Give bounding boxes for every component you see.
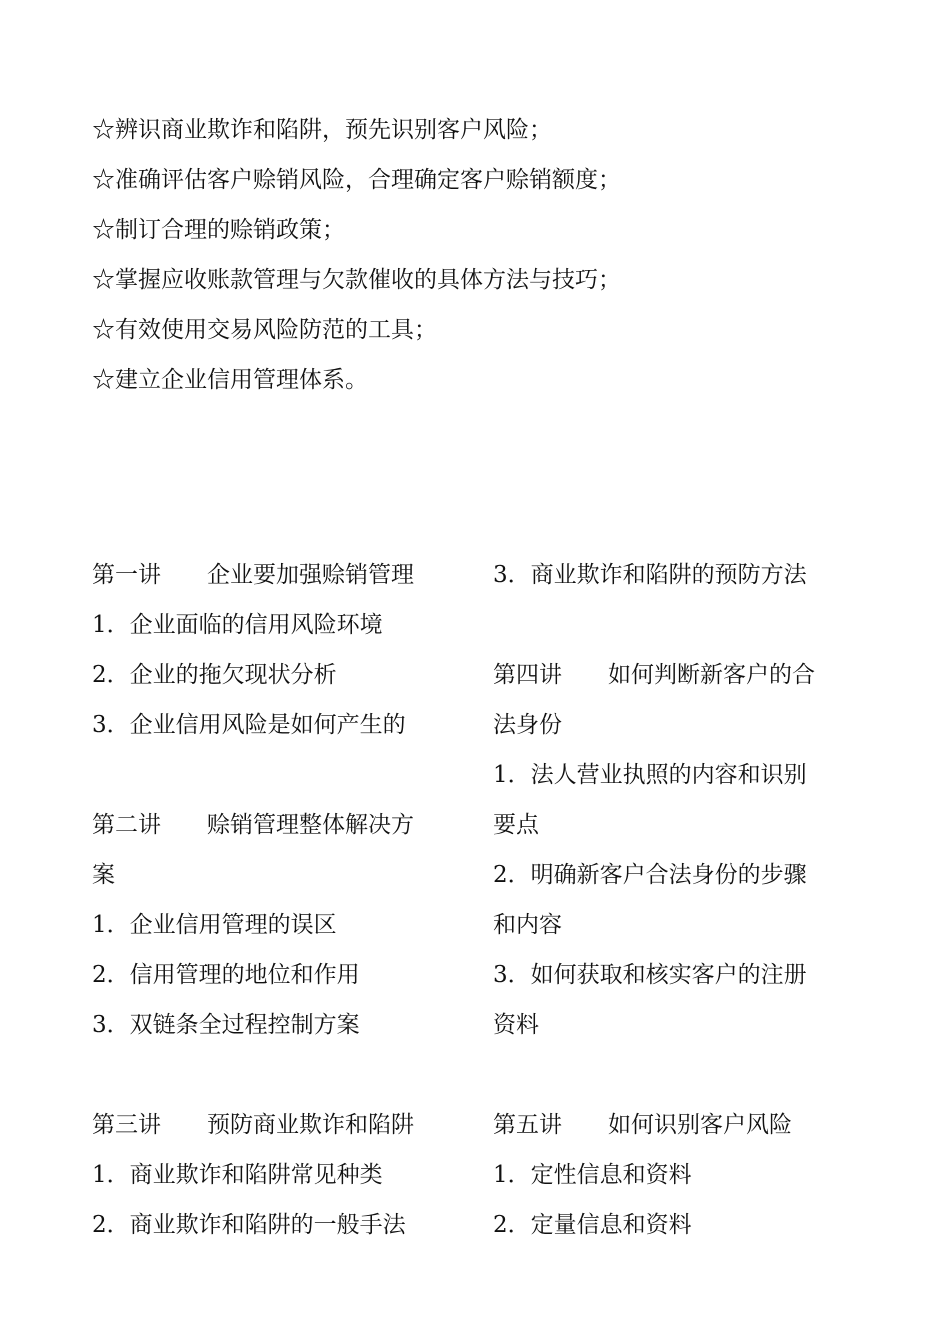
lecture-item: 2．信用管理的地位和作用	[92, 962, 360, 988]
lecture-heading	[92, 550, 452, 600]
spacer	[493, 600, 853, 650]
lecture-number: 第二讲	[92, 812, 161, 838]
lecture-item: 1．企业面临的信用风险环境	[92, 612, 383, 638]
lecture-item: 3．双链条全过程控制方案	[92, 1012, 360, 1038]
spacer	[92, 750, 452, 800]
lecture-number: 第五讲	[493, 1112, 562, 1138]
objectives-list	[92, 105, 872, 405]
spacer	[92, 1050, 452, 1100]
lecture-item: 1．商业欺诈和陷阱常见种类	[92, 1162, 383, 1188]
lecture-heading	[493, 650, 853, 700]
lecture-heading	[92, 800, 452, 850]
lecture-title: 如何识别客户风险	[608, 1112, 792, 1138]
lecture-heading	[92, 1100, 452, 1150]
lecture-title-continued: 案	[92, 862, 115, 888]
lecture-item: 1．定性信息和资料	[493, 1162, 692, 1188]
lecture-number: 第三讲	[92, 1112, 161, 1138]
outline-left-column	[92, 550, 452, 1250]
lecture-item: 2．企业的拖欠现状分析	[92, 662, 337, 688]
objective-item: ☆辨识商业欺诈和陷阱，预先识别客户风险；	[92, 117, 552, 143]
lecture-title: 预防商业欺诈和陷阱	[207, 1112, 414, 1138]
spacer	[493, 1050, 853, 1100]
objective-item: ☆建立企业信用管理体系。	[92, 367, 368, 393]
objective-item: ☆准确评估客户赊销风险，合理确定客户赊销额度；	[92, 167, 621, 193]
lecture-item-continued: 和内容	[493, 912, 562, 938]
lecture-item: 3．企业信用风险是如何产生的	[92, 712, 406, 738]
lecture-number: 第四讲	[493, 662, 562, 688]
objective-item: ☆掌握应收账款管理与欠款催收的具体方法与技巧；	[92, 267, 621, 293]
lecture-item: 1．法人营业执照的内容和识别	[493, 762, 807, 788]
lecture-item-continued: 要点	[493, 812, 539, 838]
outline-right-column	[493, 550, 853, 1250]
objective-item: ☆有效使用交易风险防范的工具；	[92, 317, 437, 343]
lecture-item: 1．企业信用管理的误区	[92, 912, 337, 938]
lecture-title: 如何判断新客户的合	[608, 662, 815, 688]
lecture-heading	[493, 1100, 853, 1150]
lecture-number: 第一讲	[92, 562, 161, 588]
lecture-title: 赊销管理整体解决方	[207, 812, 414, 838]
lecture-item: 2．定量信息和资料	[493, 1212, 692, 1238]
lecture-item: 2．商业欺诈和陷阱的一般手法	[92, 1212, 406, 1238]
objective-item: ☆制订合理的赊销政策；	[92, 217, 345, 243]
lecture-item-continued: 资料	[493, 1012, 539, 1038]
lecture-item: 3．商业欺诈和陷阱的预防方法	[493, 562, 807, 588]
lecture-item: 2．明确新客户合法身份的步骤	[493, 862, 807, 888]
lecture-item: 3．如何获取和核实客户的注册	[493, 962, 807, 988]
lecture-title: 企业要加强赊销管理	[207, 562, 414, 588]
lecture-title-continued: 法身份	[493, 712, 562, 738]
